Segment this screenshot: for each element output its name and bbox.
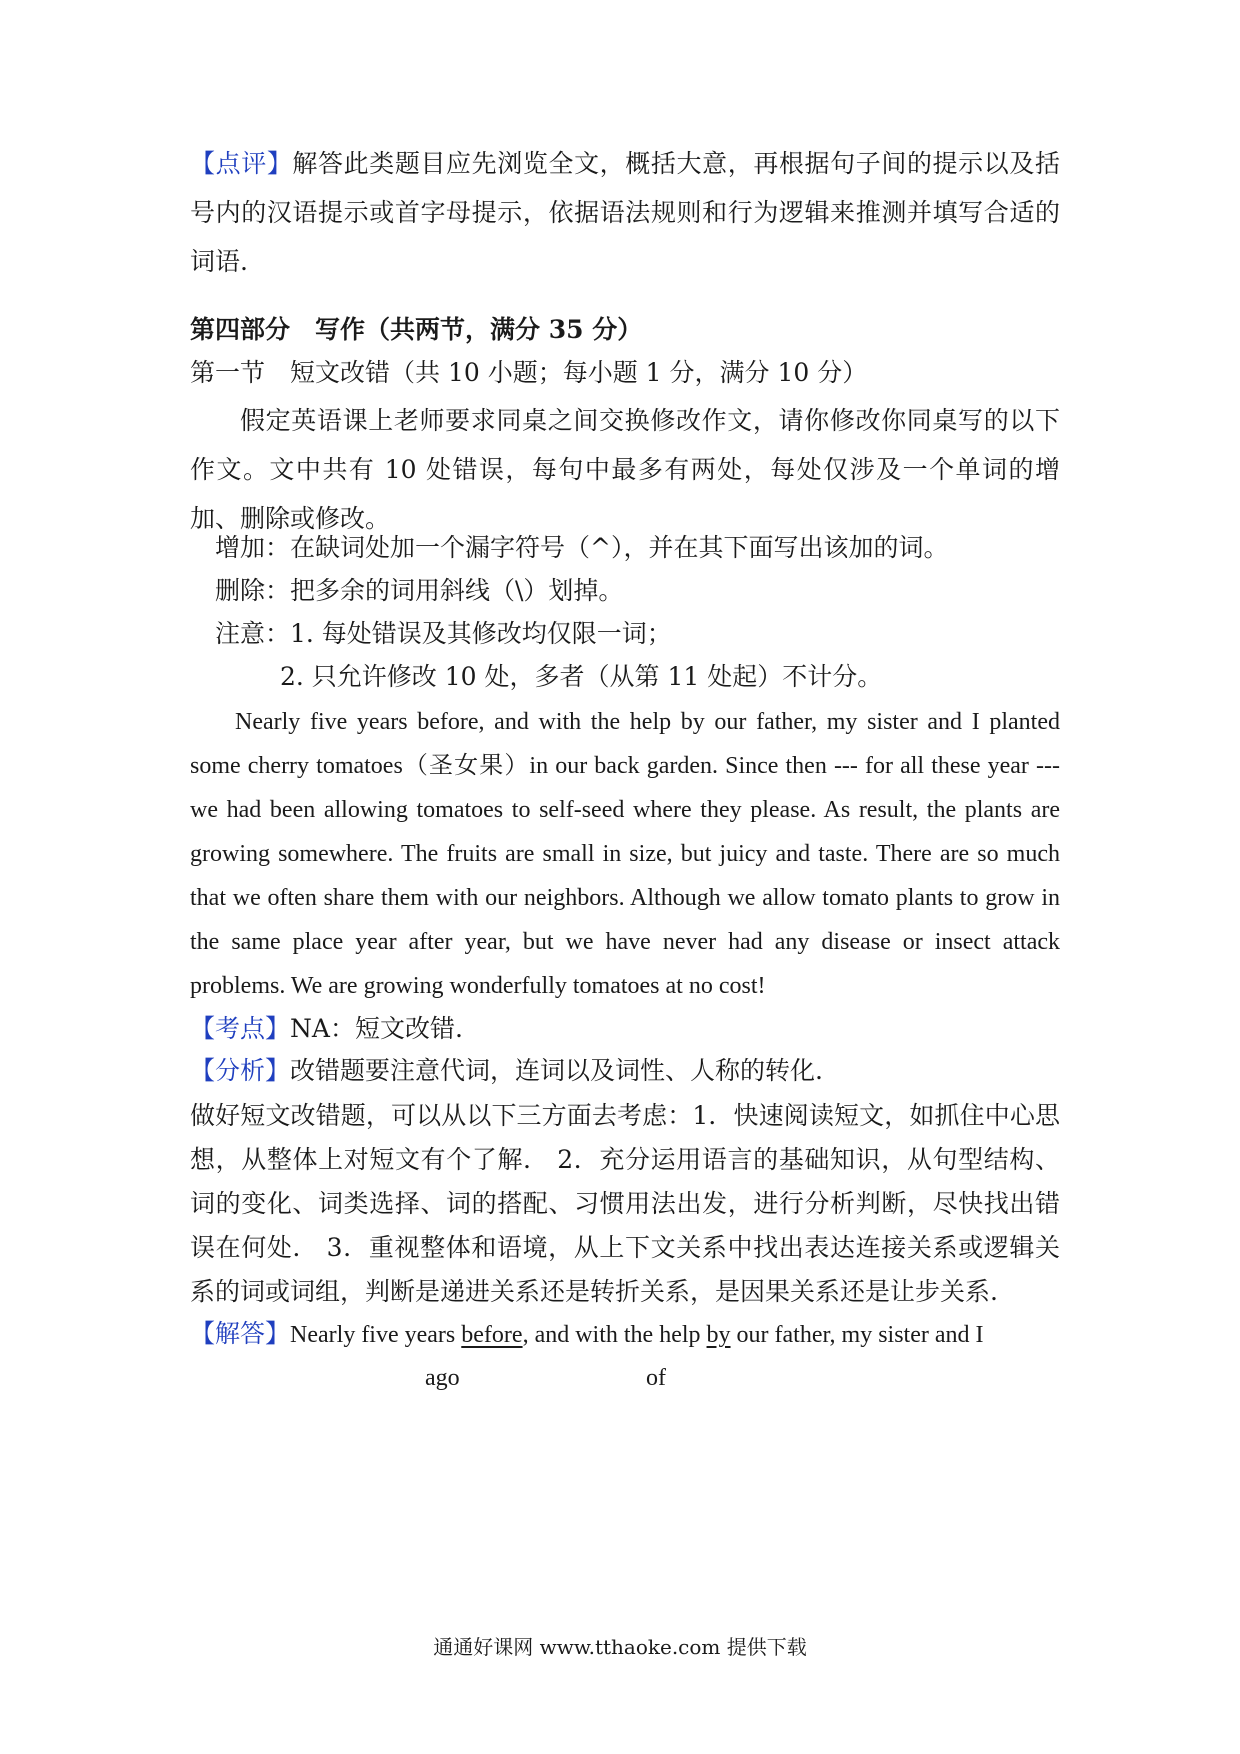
passage: Nearly five years before, and with the help by our father, my sister and I planted some cherry tomatoes（圣女果）in our back garden. Since then --- for all these year --- we had been allowing tomatoes to self-seed where they please. As result, the plants are growing somewhere. The fruits are small in size, but juicy and taste. There are so much that we often share them with our neighbors. Although we allow tomato plants to grow in the same place year after year, but we have never had any disease or insect attack problems. We are growing wonderfully tomatoes at no cost! bbox=[190, 709, 1060, 999]
rule-add: 增加：在缺词处加一个漏字符号（^），并在其下面写出该加的词。 bbox=[215, 533, 949, 562]
kaodian-text: NA：短文改错. bbox=[290, 1014, 463, 1043]
correction-word-1: ago bbox=[425, 1365, 460, 1391]
comment-paragraph bbox=[190, 139, 1060, 286]
fenxi-tag: 【分析】 bbox=[190, 1056, 291, 1085]
rule-delete: 删除：把多余的词用斜线（\）划掉。 bbox=[215, 576, 624, 605]
instruction-paragraph: 假定英语课上老师要求同桌之间交换修改作文，请你修改你同桌写的以下作文。文中共有 10 处错误，每句中最多有两处，每处仅涉及一个单词的增加、删除或修改。 bbox=[190, 406, 1060, 533]
jieda-part-3: our father, my sister and I bbox=[730, 1322, 984, 1348]
error-word-2: by bbox=[706, 1322, 731, 1348]
fenxi-detail: 做好短文改错题，可以从以下三方面去考虑：1．快速阅读短文，如抓住中心思想，从整体上对短文有个了解． 2．充分运用语言的基础知识，从句型结构、词的变化、词类选择、词的搭配、习惯用法出发，进行分析判断，尽快找出错误在何处． 3．重视整体和语境，从上下文关系中找出表达连接关系或逻辑关系的词或词组，判断是递进关系还是转折关系，是因果关系还是让步关系. bbox=[190, 1101, 1060, 1306]
jieda-part-1: Nearly five years bbox=[290, 1322, 462, 1348]
jieda-tag: 【解答】 bbox=[190, 1319, 291, 1348]
comment-tag: 【点评】 bbox=[190, 149, 293, 178]
note-1: 注意：1. 每处错误及其修改均仅限一词； bbox=[215, 619, 672, 648]
section-heading: 第四部分 写作（共两节，满分 35 分） bbox=[190, 315, 643, 344]
error-word-1: before bbox=[461, 1322, 523, 1348]
jieda-part-2: , and with the help bbox=[522, 1322, 707, 1348]
note-2: 2. 只允许修改 10 处，多者（从第 11 处起）不计分。 bbox=[280, 662, 883, 691]
jieda-line bbox=[190, 1318, 984, 1351]
page-footer: 通通好课网 www.tthaoke.com 提供下载 bbox=[433, 1635, 807, 1659]
comment-text: 解答此类题目应先浏览全文，概括大意，再根据句子间的提示以及括号内的汉语提示或首字母提示，依据语法规则和行为逻辑来推测并填写合适的词语. bbox=[190, 149, 1060, 276]
kaodian-tag: 【考点】 bbox=[190, 1014, 291, 1043]
fenxi-line bbox=[190, 1055, 823, 1087]
correction-word-2: of bbox=[646, 1365, 666, 1391]
section-subheading: 第一节 短文改错（共 10 小题；每小题 1 分，满分 10 分） bbox=[190, 358, 868, 387]
fenxi-text: 改错题要注意代词，连词以及词性、人称的转化. bbox=[290, 1056, 823, 1085]
kaodian-line bbox=[190, 1013, 463, 1045]
